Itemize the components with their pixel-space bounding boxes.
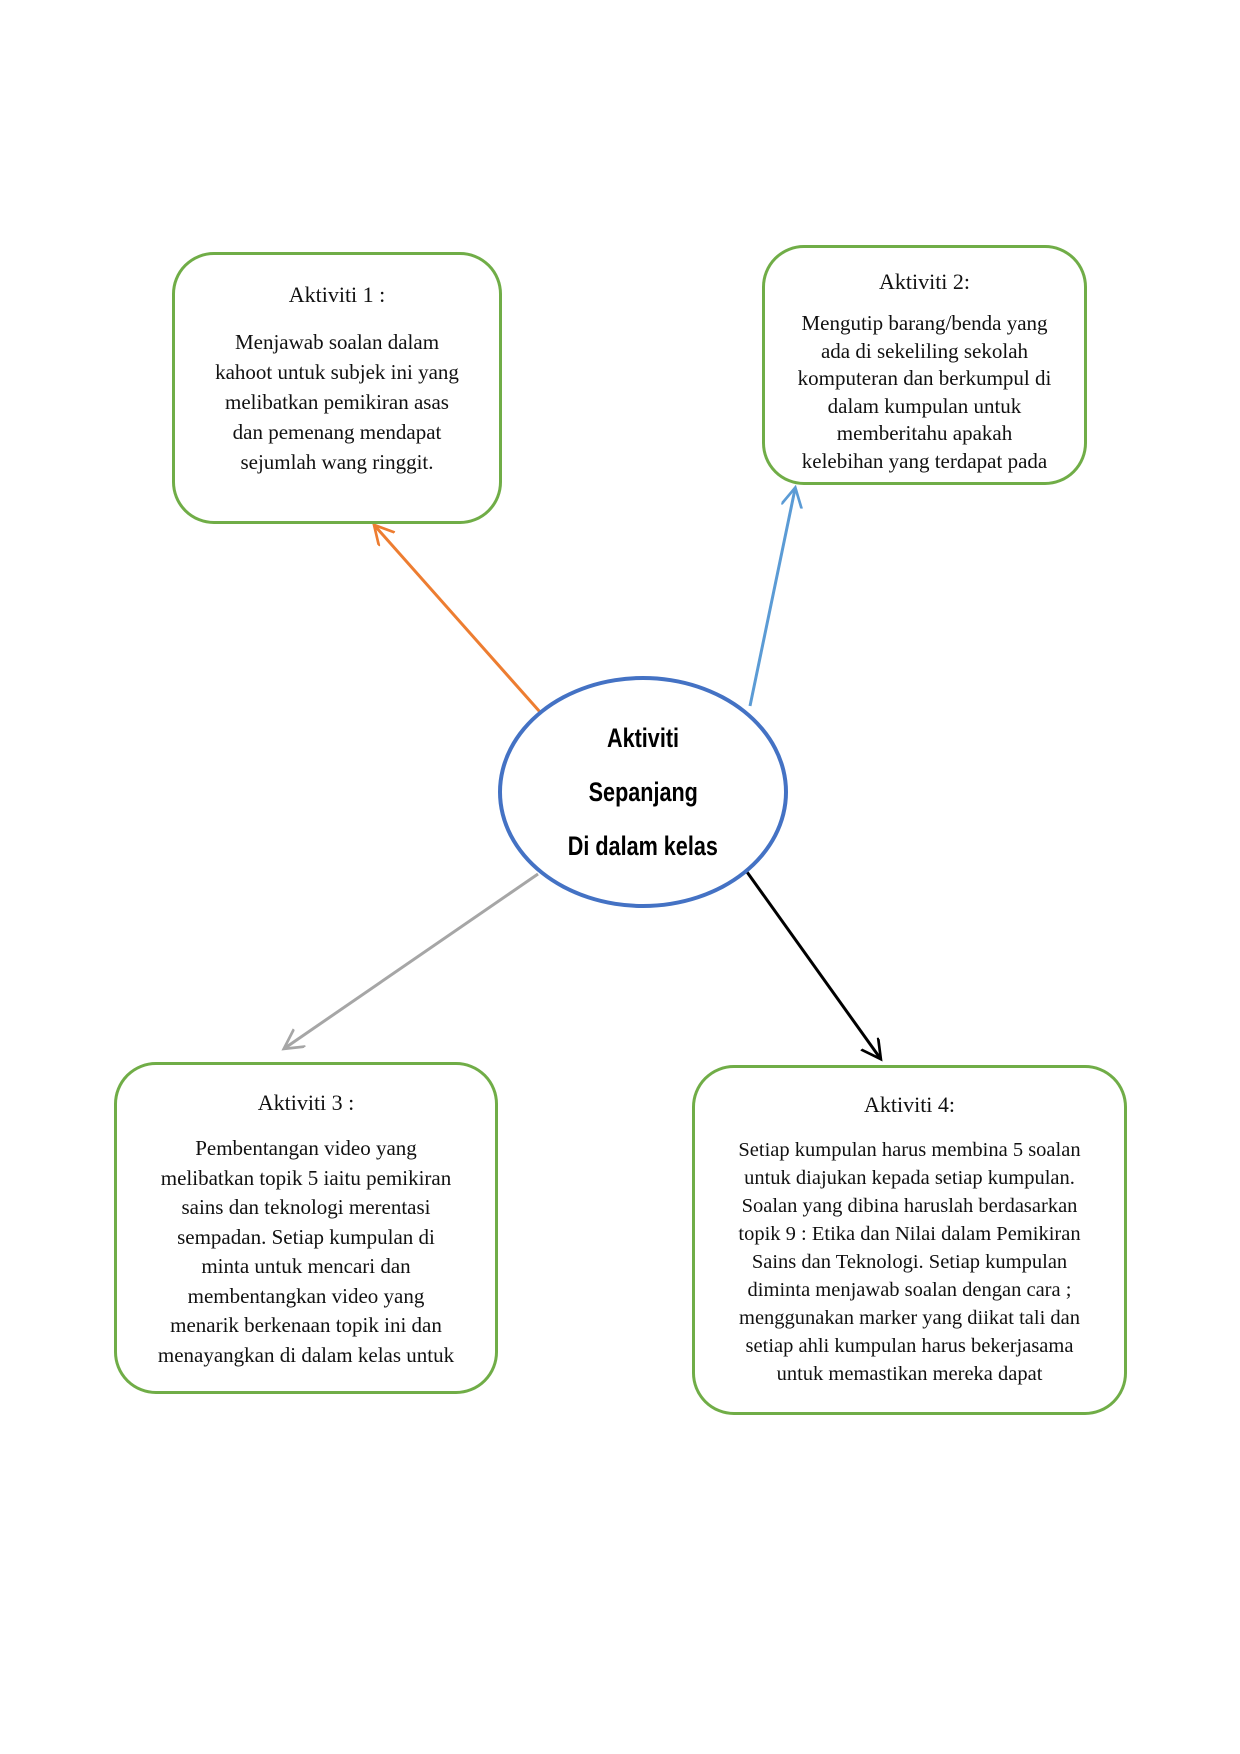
- arrow-to-activity-4: [747, 872, 880, 1058]
- text-line: topik 9 : Etika dan Nilai dalam Pemikiran: [738, 1223, 1081, 1245]
- text-line: Soalan yang dibina haruslah berdasarkan: [741, 1195, 1078, 1217]
- text-line: menggunakan marker yang diikat tali dan: [739, 1307, 1080, 1329]
- arrow-to-activity-1: [375, 526, 540, 712]
- text-line: Sains dan Teknologi. Setiap kumpulan: [751, 1251, 1068, 1273]
- activity-2-body: [765, 310, 1084, 475]
- text-line: Menjawab soalan dalam: [234, 330, 440, 354]
- text-line: sempadan. Setiap kumpulan di: [177, 1224, 435, 1249]
- activity-2-box: [762, 245, 1087, 485]
- text-line: menayangkan di dalam kelas untuk: [157, 1342, 455, 1367]
- arrow-to-activity-3: [285, 874, 538, 1048]
- central-topic-line: Sepanjang: [588, 776, 698, 807]
- text-line: komputeran dan berkumpul di: [797, 366, 1052, 390]
- text-line: melibatkan pemikiran asas: [225, 390, 449, 414]
- text-line: kahoot untuk subjek ini yang: [215, 360, 459, 384]
- activity-3-box: [114, 1062, 498, 1394]
- activity-3-title: Aktiviti 3 :: [257, 1090, 355, 1115]
- text-line: kelebihan yang terdapat pada: [801, 448, 1048, 473]
- text-line: memberitahu apakah: [836, 421, 1013, 445]
- text-line: Setiap kumpulan harus membina 5 soalan: [738, 1139, 1081, 1161]
- text-line: sains dan teknologi merentasi: [181, 1195, 431, 1219]
- text-line: untuk diajukan kepada setiap kumpulan.: [744, 1167, 1075, 1189]
- text-line: melibatkan topik 5 iaitu pemikiran: [160, 1165, 452, 1190]
- central-topic-line: Aktiviti: [606, 722, 680, 753]
- text-line: ada di sekeliling sekolah: [820, 338, 1029, 363]
- text-line: menarik berkenaan topik ini dan: [170, 1313, 442, 1337]
- text-line: dalam kumpulan untuk: [827, 393, 1022, 418]
- activity-3-body: [117, 1134, 495, 1370]
- central-topic-line: Di dalam kelas: [567, 830, 719, 861]
- central-topic-ellipse: [498, 676, 788, 908]
- activity-2-title: Aktiviti 2:: [878, 269, 971, 294]
- activity-4-body: [695, 1136, 1124, 1388]
- activity-4-box: [692, 1065, 1127, 1415]
- activity-1-box: [172, 252, 502, 524]
- text-line: Pembentangan video yang: [195, 1136, 417, 1160]
- activity-4-title: Aktiviti 4:: [863, 1092, 956, 1117]
- text-line: diminta menjawab soalan dengan cara ;: [747, 1279, 1072, 1301]
- text-line: Mengutip barang/benda yang: [801, 311, 1048, 335]
- text-line: sejumlah wang ringgit.: [240, 450, 434, 474]
- text-line: setiap ahli kumpulan harus bekerjasama: [745, 1335, 1074, 1357]
- text-line: minta untuk mencari dan: [201, 1254, 411, 1278]
- activity-1-title: Aktiviti 1 :: [288, 282, 386, 307]
- arrow-to-activity-2: [750, 489, 795, 706]
- text-line: membentangkan video yang: [187, 1283, 425, 1308]
- text-line: dan pemenang mendapat: [232, 420, 442, 444]
- activity-1-body: [175, 327, 499, 477]
- text-line: untuk memastikan mereka dapat: [776, 1363, 1043, 1385]
